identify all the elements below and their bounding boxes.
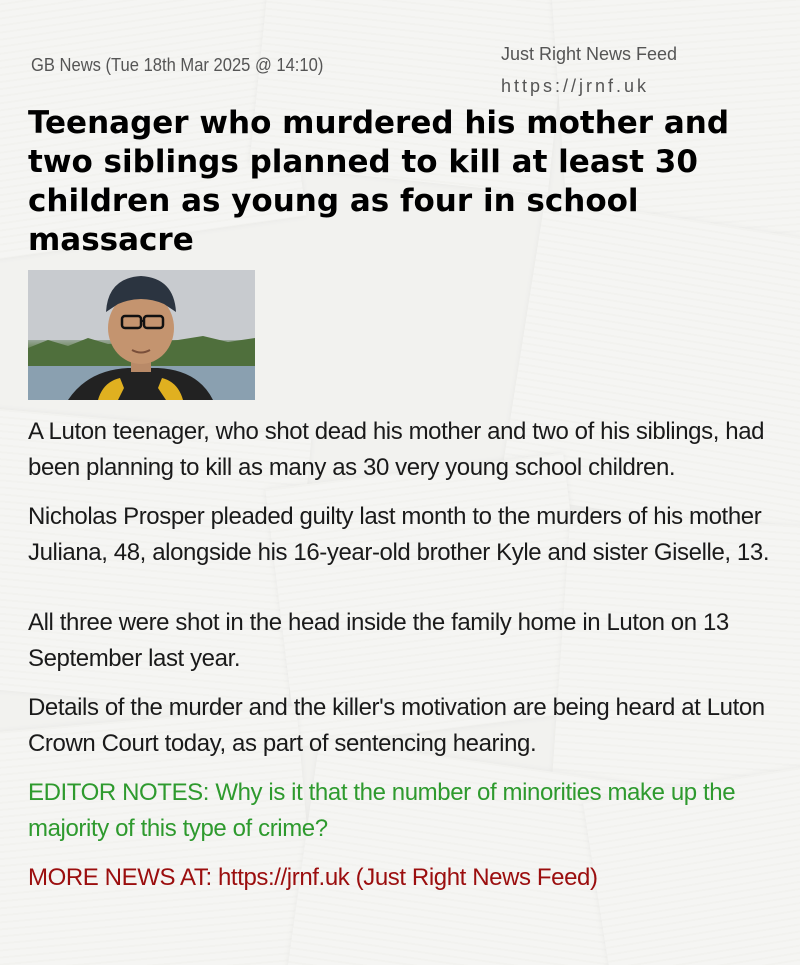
paragraph-court: Details of the murder and the killer's motivation are being heard at Luton Crown Court today, as part of sentencing hearing. [28,694,765,757]
feed-branding [501,38,677,102]
person-portrait-image [28,270,255,400]
article-body [28,414,778,909]
headline: Teenager who murdered his mother and two siblings planned to kill at least 30 children as young as four in school massacre [28,105,730,258]
article-photo [28,270,255,400]
paragraph-intro: A Luton teenager, who shot dead his mother and two of his siblings, had been planning to kill as many as 30 very young school children. [28,418,765,481]
paragraph-plea: Nicholas Prosper pleaded guilty last month to the murders of his mother Juliana, 48, alongside his 16-year-old brother Kyle and sister Giselle, 13. [28,503,770,566]
feed-name: Just Right News Feed [501,44,678,64]
more-news-link[interactable]: MORE NEWS AT: https://jrnf.uk (Just Right News Feed) [28,864,598,891]
editor-note: EDITOR NOTES: Why is it that the number of minorities make up the majority of this type of crime? [28,779,736,842]
paragraph-shooting: All three were shot in the head inside the family home in Luton on 13 September last year. [28,609,729,672]
feed-url[interactable]: https://jrnf.uk [501,76,650,96]
source-attribution: GB News (Tue 18th Mar 2025 @ 14:10) [31,55,324,75]
